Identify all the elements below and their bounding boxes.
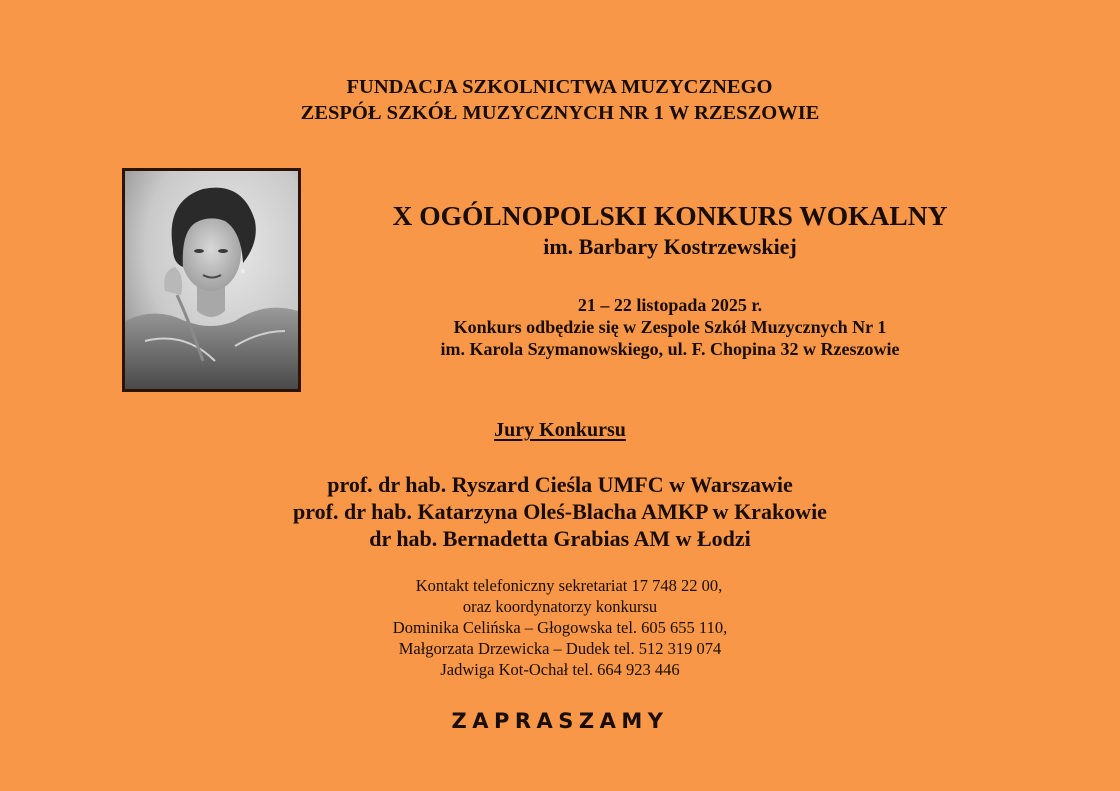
contact-info: [0, 575, 1120, 680]
contact-line: Małgorzata Drzewicka – Dudek tel. 512 319 074: [398, 639, 722, 658]
invitation-text: ZAPRASZAMY: [451, 709, 669, 733]
contact-line: oraz koordynatorzy konkursu: [462, 597, 658, 616]
organization-name: FUNDACJA SZKOLNICTWA MUZYCZNEGO: [346, 76, 773, 98]
event-venue-line2: im. Karola Szymanowskiego, ul. F. Chopina 32 w Rzeszowie: [440, 339, 900, 359]
contact-line: Dominika Celińska – Głogowska tel. 605 655 110,: [392, 618, 728, 637]
contact-line: Jadwiga Kot-Ochał tel. 664 923 446: [440, 660, 680, 679]
organization-header: [0, 74, 1120, 126]
jury-list: [0, 471, 1120, 552]
event-title: X OGÓLNOPOLSKI KONKURS WOKALNY: [392, 200, 948, 231]
jury-heading: [0, 418, 1120, 442]
event-subtitle: im. Barbary Kostrzewskiej: [543, 234, 797, 259]
event-title-block: [340, 200, 1000, 262]
event-details: [340, 294, 1000, 360]
event-dates: 21 – 22 listopada 2025 r.: [577, 295, 763, 315]
event-venue-line1: Konkurs odbędzie się w Zespole Szkół Muzycznych Nr 1: [453, 317, 887, 337]
jury-member: prof. dr hab. Katarzyna Oleś-Blacha AMKP w Krakowie: [293, 499, 827, 524]
school-name: ZESPÓŁ SZKÓŁ MUZYCZNYCH NR 1 W RZESZOWIE: [300, 102, 820, 124]
jury-member: dr hab. Bernadetta Grabias AM w Łodzi: [369, 526, 751, 551]
portrait-photo: [122, 168, 301, 392]
portrait-image: [125, 171, 298, 389]
jury-heading-text: Jury Konkursu: [494, 419, 626, 441]
contact-line: Kontakt telefoniczny sekretariat 17 748 22 00,: [415, 576, 723, 595]
jury-member: prof. dr hab. Ryszard Cieśla UMFC w Warszawie: [327, 472, 793, 497]
